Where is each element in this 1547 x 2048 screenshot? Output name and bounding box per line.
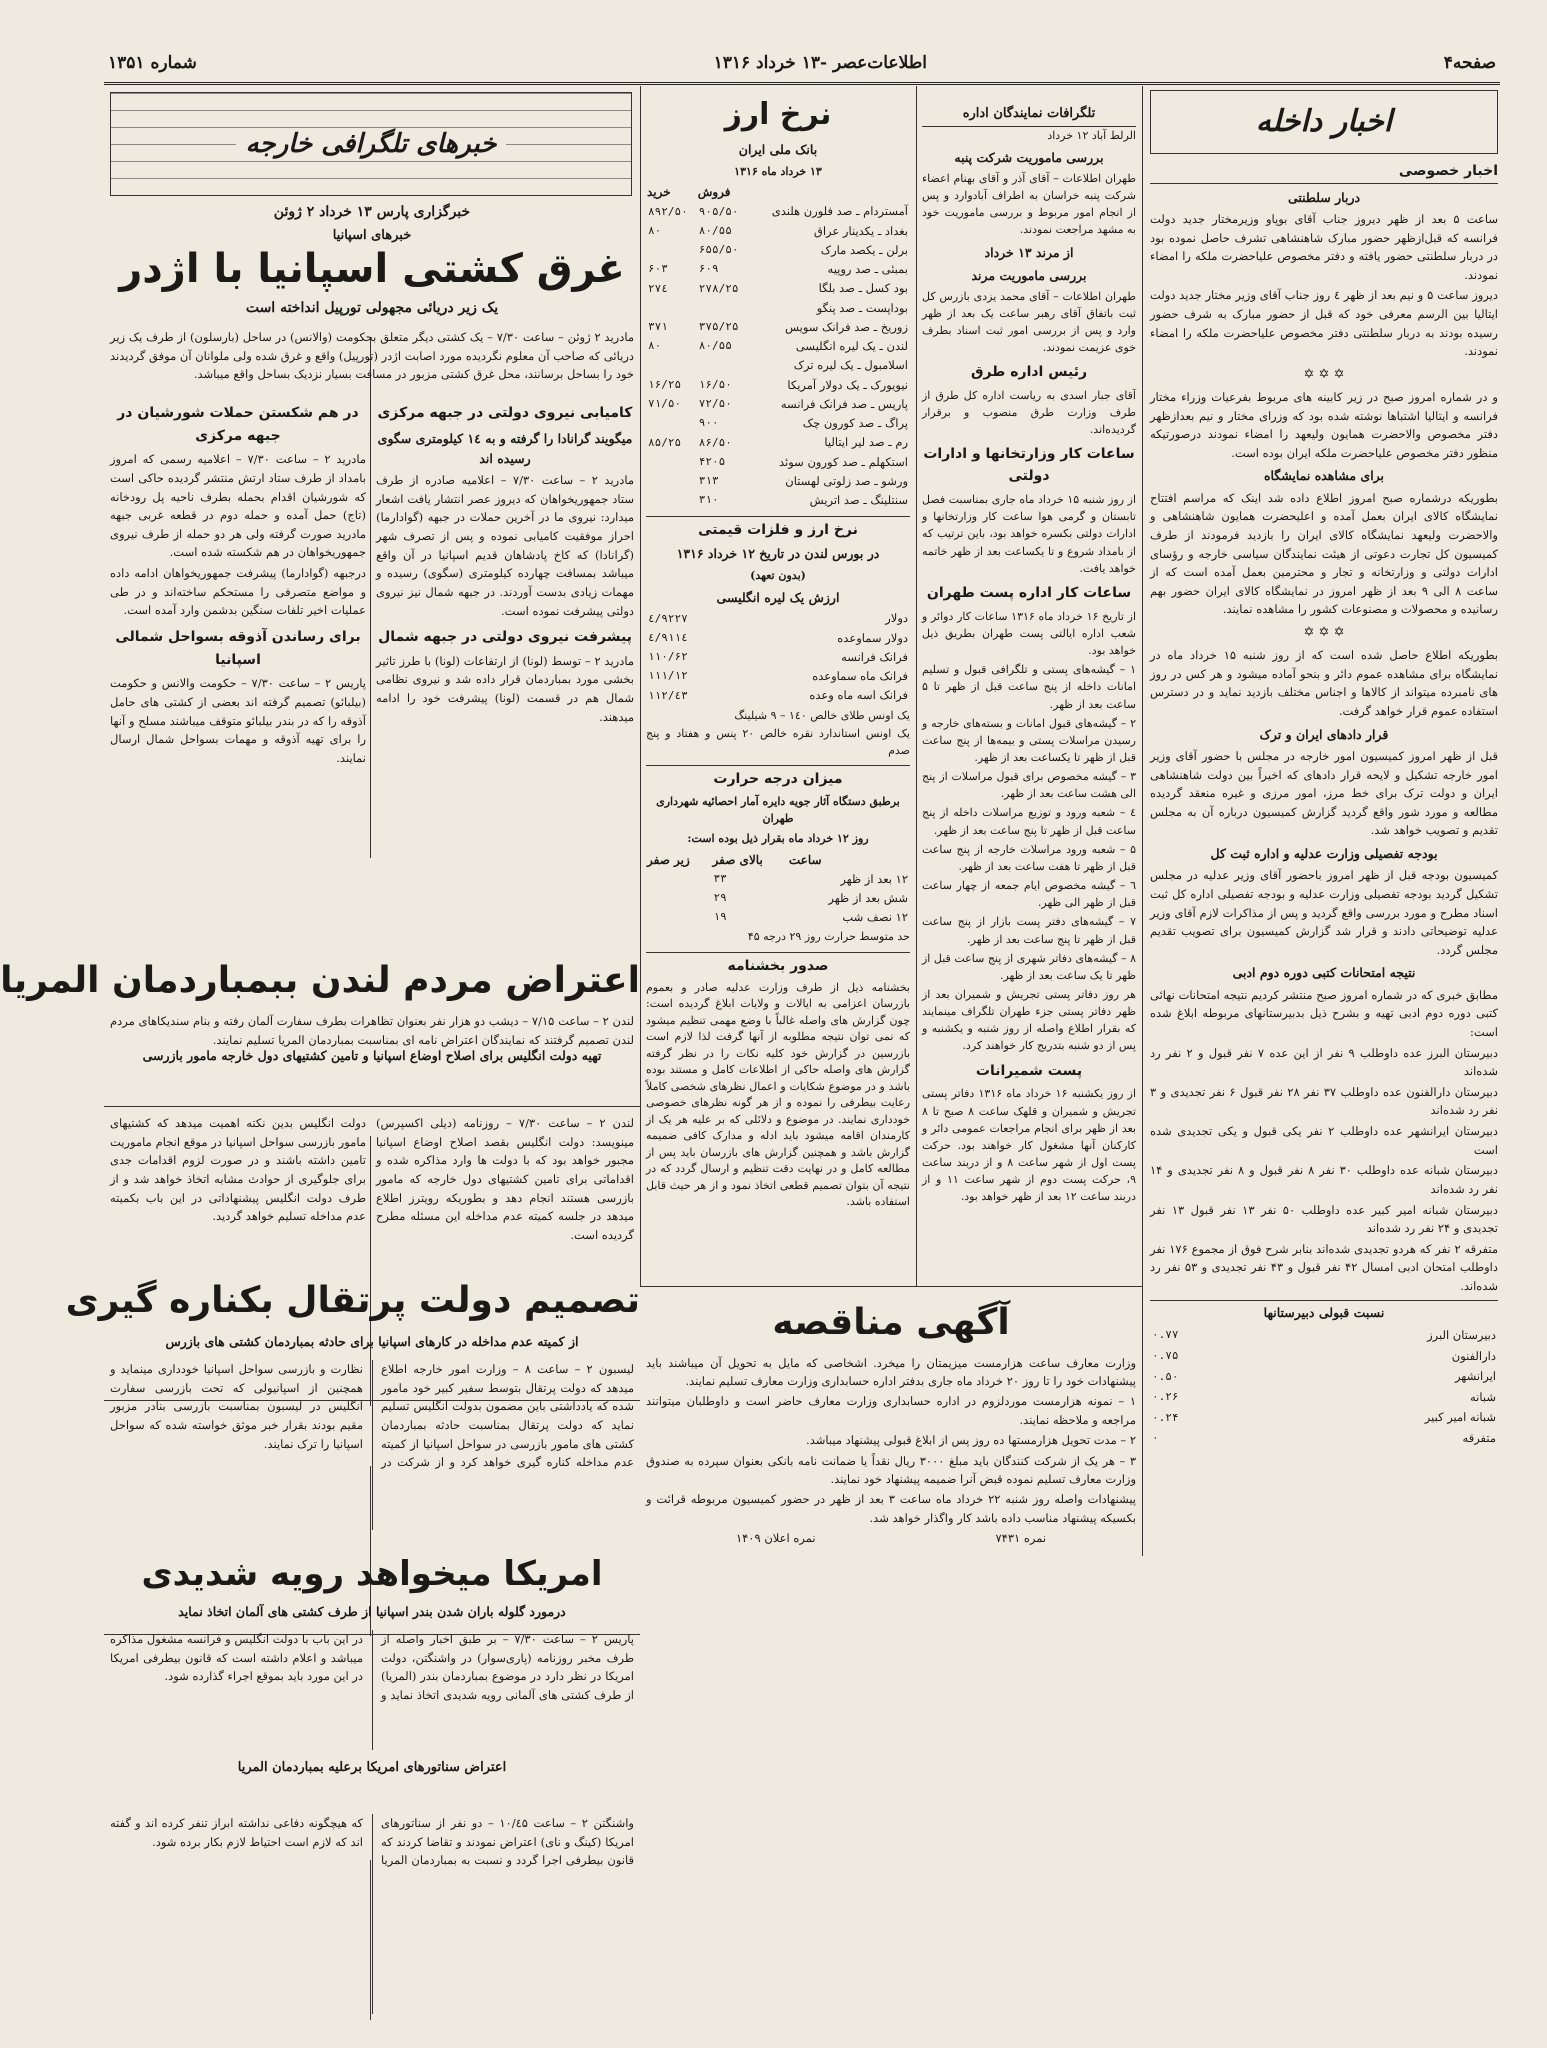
table-row: شبانه ۰.۲۶ [1152,1389,1496,1404]
list-item: ۳ – گیشه مخصوص برای قبول مراسلات از پنج الی هشت ساعت بعد از ظهر. [922,770,1136,801]
table-row: فرانک ماه سماوعده ۱۱۱/۱۲ [648,669,908,683]
table-row: فرانک فرانسه ۱۱۰/۶۲ [648,649,908,664]
para-exhibition-2: بطوریکه اطلاع حاصل شده است که از روز شنبه ۱۵ خرداد ماه در نمایشگاه برای مشاهده عموم دائر و بنحو آماده میشود و هر کس در روز های نامبرده میتواند از کالاها و اجناس مختلف بازدید نماید و در دسترس استفاده عموم قرار خواهد گرفت. [1150,648,1498,719]
subhead-ship-sunk: یک زیر دریائی مجهولی تورپیل انداخته است [245,300,499,316]
heading-exhibition: برای مشاهده نمایشگاه [1263,468,1385,484]
para-food-supply: پاریس ۲ – ساعت ۷/۳۰ – حکومت والانس و حکومت (بیلبائو) تصمیم گرفته اند بعضی از کشتی های حامل آذوقه را که در بندر بیلبائو متوقف میباشند مسلح و آنها را برای تهیه آذوقه و مهمات بسواحل شمال ارسال نمایند. [110,676,366,765]
bank-name: بانک ملی ایران [738,142,818,157]
para-office-hours: از روز شنبه ۱۵ خرداد ماه جاری بمناسبت فصل تابستان و گرمی هوا ساعت کار وزارتخانها و ادارات دولتی بکسره خواهد بود، باین ترتیب که از بامداد شروع و تا یکساعت بعد از ظهر خاتمه خواهد یافت. [922,493,1137,575]
heading-circular: صدور بخشنامه [646,952,910,977]
headline-london-protest: اعتراض مردم لندن ببمباردمان المریا [0,960,640,1001]
para-tender-2: پیشنهادات واصله روز شنبه ۲۲ خرداد ماه ساعت ۳ بعد از ظهر در حضور کمیسیون مربوطه قرائت و بکسیکه پیشنهاد مناسب داده باشد کار واگذار خواهد شد. [646,1492,1136,1525]
table-row: ایرانشهر ۰.۵۰ [1152,1369,1496,1384]
table-row: شبانه امیر کبیر ۰.۲۴ [1152,1410,1496,1425]
heading-pass-ratios: نسبت قبولی دبیرستانها [1150,1300,1498,1323]
para-shemiranat-post: از روز یکشنبه ۱۶ خرداد ماه ۱۳۱۶ دفاتر پستی تجریش و شمیران و قلهک ساعت ۸ صبح تا ۸ بعد از ظهر برای انجام مراجعات عمومی دائر و کارکنان آنها مشغول کار خواهند بود. حرکت پست اول از شهر ساعت ۸ و از دربند ساعت ۹، حرکت پست دوم از شهر ساعت ۱۱ و از دربند ساعت ۱۲ بعد از ظهر خواهد بود. [922,1087,1137,1204]
table-row: متفرقه ۰ [1152,1431,1496,1446]
list-item: ۱ – گیشه‌های پستی و تلگرافی قبول و تسلیم امانات داخله از پنج ساعت قبل از ظهر تا ۵ ساعت بعد از ظهر. [922,663,1136,711]
ad-number: نمره اعلان ۱۴۰۹ [735,1531,816,1546]
dateline: الرلط آباد ۱۲ خرداد [1047,129,1136,143]
table-header: فروش خرید [647,185,731,200]
para-post-hours: از تاریخ ۱۶ خرداد ماه ۱۳۱۶ ساعات کار دوائر و شعب اداره ایالتی پست طهران بطریق ذیل خواهد بود. [922,609,1137,658]
exam-line: دبیرستان دارالفنون عده داوطلب ۳۷ نفر ۲۸ نفر قبول ۶ نفر تجدیدی و ۳ نفر رد شده‌اند [1150,1084,1499,1118]
para-marand: طهران اطلاعات – آقای محمد یزدی بازرس کل ثبت باتفاق آقای رهبر ساعت یک بعد از ظهر وارد و پس از بررسی امور ثبت اسناد بطرف خوی عزیمت نمودند. [922,289,1136,355]
table-row: زوریخ ـ صد فرانک سویس ۳۷۵/۲۵ ۳۷۱ [648,319,908,334]
para-royal-court-2: دیروز ساعت ۵ و نیم بعد از ظهر ٤ روز جناب آقای وزیر مختار جدید دولت ایتالیا بین الرسم معرفی خود که قبل از حضور مبارک به شرف حضور رسیده بودند به دربار سلطنتی دفتر مخصوص علیاحضرت ملکه را امضاء نمودند. [1150,288,1498,359]
table-header: ساعت بالای صفر زیر صفر [647,852,822,867]
no-obligation-note: (بدون تعهد) [750,569,806,582]
subhead-gov-success: میگویند گرانادا را گرفته و به ۱٤ کیلومتری سگوی رسیده اند [377,430,633,466]
exam-line: دبیرستان ایرانشهر عده داوطلب ۲ نفر یکی قبول و یکی تجدیدی شده است [1150,1124,1498,1157]
para-correction: و در شماره امروز صبح در زیر کابینه های مربوط بفرعیات وزراء مختار فرانسه و ایتالیا اشتباها نوشته شده بود که وزرای مختار و نیم بعدازظهر دفتر مخصوص والاحضرت همایون ولیعهد را امضاء نمودند درصورتیکه منظور دفتر مخصوص علیاحضرت ملکه ایران بوده است. [1150,389,1498,460]
table-row: ۱۲ بعد از ظهر ۳۳ [713,871,908,886]
temperature-date: روز ۱۲ خرداد ماه بقرار ذیل بوده است: [687,832,869,845]
list-item: ۳ – هر یک از شرکت کنندگان باید مبلغ ۳۰۰۰ ریال نقداً یا ضمانت نامه بانکی بعنوان سپرده به صندوق وزارت معارف تسلیم نموده قبض آنرا ضمیمه پیشنهاد خود نمایند. [646,1453,1136,1486]
domestic-news-banner: اخبار داخله [1150,90,1498,154]
exam-line: دبیرستان البرز عده داوطلب ۹ نفر از این عده ۷ نفر قبول و ۲ نفر رد شده‌اند [1150,1045,1498,1079]
pass-ratio-table [1150,1325,1498,1449]
table-row: استکهلم ـ صد کورون سوئد ۴۲۰۵ [698,454,908,469]
section-private-news: اخبار خصوصی [1150,160,1498,184]
para-central-front: مادرید ۲ – ساعت ۷/۳۰ – اعلامیه رسمی که امروز بامداد از طرف ستاد ارتش منتشر گردیده حاکی است که شورشیان اقدام بحمله بطرف ناحیه پل رودخانه (تاج) حمل آمده و حمله دوم در قطعه غربی جبهه مادرید صورت گرفته ولی هر دو حمله از طرف نیروی جمهوریخواهان در هم شکسته شده است. [110,452,366,560]
table-row: پاریس ـ صد فرانک فرانسه ۷۲/۵۰ ۷۱/۵۰ [648,396,908,411]
table-row: اسلامبول ـ یک لیره ترک [793,358,908,373]
subhead-america: درمورد گلوله باران شدن بندر اسپانیا از طرف کشتی های آلمان اتخاذ نماید [178,1604,566,1619]
exchange-rates-table [646,182,910,510]
heading-precious-metals: نرخ ارز و فلزات قیمتی [646,516,910,541]
table-row: دولار سماوعده ٤/۹۱۱٤ [648,630,908,645]
spain-tag: خبرهای اسپانیا [332,228,412,243]
table-row: دارالفنون ۰.۷۵ [1152,1348,1496,1363]
para-tender: وزارت معارف ساعت هزارمست میزیمتان را میخرد. اشخاصی که مایل به تحویل آن میباشند باید پیشنهادات خود را تا روز ۲۰ خرداد ماه جاری بدفتر اداره حسابداری وزارت معارف تسلیم نمایند. [646,1355,1136,1388]
gold-price: یک اونس طلای خالص ۱٤۰ – ۹ شیلینگ [734,708,910,722]
exchange-rates-column [646,92,910,1282]
masthead [104,44,1500,85]
heading-post-hours: ساعات کار اداره پست طهران [926,584,1132,601]
headline-ship-sunk: غرق کشتی اسپانیا با اژدر [119,246,625,292]
left-subcolumn-left [110,396,366,856]
heading-office-hours: ساعات کار وزارتخانها و ادارات دولتی [923,446,1135,485]
wire-dateline: خبرگزاری پارس ۱۳ خرداد ۲ ژوئن [273,204,471,220]
heading-shemiranat-post: پست شمیرانات [975,1062,1083,1079]
temperature-table [646,850,910,928]
heading-budget: بودجه تفصیلی وزارت عدلیه و اداره ثبت کل [1210,846,1438,862]
para-exam-summary: متفرقه ۲ نفر که هردو تجدیدی شده‌اند بنابر شرح فوق از مجموع ۱۷۶ نفر داوطلب امتحان ادبی امسال ۴۲ نفر قبول و ۴۳ نفر تجدیدی و ۵۳ نفر رد شده‌اند. [1150,1241,1498,1294]
tender-number: نمره ۷۴۳۱ [995,1531,1047,1546]
page-number: صفحه۴ [1443,53,1496,73]
dateline-marand: از مرند ۱۳ خرداد [984,244,1074,260]
heading-north-front: پیشرفت نیروی دولتی در جبهه شمال [378,629,632,646]
newspaper-page [0,44,1500,2024]
para-budget: کمیسیون بودجه قبل از ظهر امروز باحضور آقای وزیر عدلیه در مجلس تشکیل گردید بودجه تفصیلی وزارت عدلیه و بودجه تفصیلی اداره کل ثبت اسناد مطرح و مورد بررسی واقع گردید و پس از مذاکرات لازم آقای وزیر عدلیه توضیحاتی دادند و قرار شد گزارش کمیسیون برای تصویب تقدیم مجلس گردد. [1150,868,1498,957]
table-row: شش بعد از ظهر ۲۹ [713,890,908,905]
heading-exam-results: نتیجه امتحانات کتبی دوره دوم ادبی [1232,965,1416,981]
rates-date: ۱۳ خرداد ماه ۱۳۱۶ [734,164,822,178]
temperature-average: حد متوسط حرارت روز ۲۹ درجه ۴۵ [747,930,910,944]
para-royal-court: ساعت ۵ بعد از ظهر دیروز جناب آقای بوپاو وزیرمختار جدید دولت فرانسه که قبل‌از‌ظهر حضور مبارک شاهنشاهی تشرف حاصل نموده بود در دربار سلطنتی حضور یافته و دفتر مخصوص علیاحضرت ملکه را امضاء نمودند. [1150,211,1498,282]
story-london-protest: لندن ۲ – ساعت ۷/۱۵ – دیشب دو هزار نفر بعنوان تظاهرات بطرف سفارت آلمان رفته و بنام سندیکاهای مردم لندن تصمیم گرفتند که نمایندگان اعتراض نامه ای بمناسبت بمباردمان المریا تسلیم نمایند. [110,1014,634,1047]
heading-central-front: در هم شکستن حملات شورشیان در جبهه مرکزی [117,405,359,444]
table-row: نیویورک ـ یک دولار آمریکا ۱۶/۵۰ ۱۶/۲۵ [648,377,908,392]
table-row: سنتلینگ ـ صد اتریش ۳۱۰ [698,493,908,507]
heading-roads: رئیس اداره طرق [970,364,1088,381]
headline-portugal: تصمیم دولت پرتقال بکناره گیری [65,1280,640,1321]
heading-cotton: بررسی ماموریت شرکت پنبه [954,150,1104,166]
paper-title-date: اطلاعات‌عصر -۱۳ خرداد ۱۳۱۶ [713,53,927,73]
tender-title: آگهی مناقصه [772,1302,1010,1343]
telegrams-box-title: تلگرافات نمایندگان اداره [922,102,1136,127]
list-item: ٦ – گیشه مخصوص ایام جمعه از چهار ساعت قبل از ظهر الی ظهر. [922,879,1136,910]
table-row: دولار ٤/۹۲۲۷ [648,611,908,626]
exam-line: دبیرستان شبانه امیر کبیر عده داوطلب ۵۰ نفر ۱۳ نفر قبول ۱۳ نفر تجدیدی و ۲۴ نفر رد شده‌اند [1150,1202,1498,1236]
heading-senators: اعتراض سناتورهای امریکا برعلیه بمباردمان المریا [237,1760,507,1775]
table-row: بود کسل ـ صد بلگا ۲۷۸/۲۵ ۲۷٤ [648,281,908,296]
heading-gov-success: کامیابی نیروی دولتی در جبهه مرکزی [377,405,633,421]
story-america: پاریس ۲ – ساعت ۷/۳۰ – بر طبق اخبار واصله از طرف مخبر روزنامه (پاری‌سوار) در واشنگتن، دولت امریکا در نظر دارد در موضوع بمباردمان بندر (المریا) از طرف کشتی های آلمانی رویه شدیدی اتخاذ نماید و در این باب با دولت انگلیس و فرانسه مشغول مذاکره میباشد و اعلام داشته است که قانون بیطرفی امریکا در این مورد باید بموقع اجراء گذارده شود. [110,1632,635,1702]
para-roads: آقای جبار اسدی به ریاست اداره کل طرق از طرف وزارت طرق منصوب و برقرار گردیده‌اند. [922,389,1136,437]
heading-royal-court: دربار سلطنتی [1287,189,1361,205]
para-north-front: مادرید ۲ – توسط (لونا) از ارتفاعات (لونا) با طرز تاثیر بخشی مورد بمباردمان قرار داده شد و نیروی نظامی شمال هم در قسمت (لونا) پیشرفت خود را ادامه میدهند. [376,653,635,724]
para-post-note: هر روز دفاتر پستی تجریش و شمیران بعد از ظهر دفاتر پستی جزء طهران تلگراف مینمایند که بقرار اطلاع واصله از روز شنبه و یکشنبه و پس از دو شنبه بتدریج کار خواهند کرد. [922,988,1136,1053]
heading-london-exchange: در بورس لندن در تاریخ ۱۲ خرداد ۱۳۱۶ [676,546,880,562]
left-subcolumn-right [376,396,634,856]
para-cotton: طهران اطلاعات – آقای آذر و آقای بهنام اعضاء شرکت پنبه خراسان به اطراف آبادوارد و پس از انجام امور مربوط و بررسی ماموریت خود به مشهد مراجعت نمودند. [922,171,1136,237]
list-item: ۵ – شعبه ورود مراسلات خارجه از پنج ساعت قبل از ظهر تا هفت ساعت بعد از ظهر. [922,842,1136,873]
table-row: پراگ ـ صد کورون چک ۹۰۰ [698,416,908,430]
telegrams-column [922,102,1136,1280]
list-item: ٤ – شعبه ورود و توزیع مراسلات داخله از پنج ساعت قبل از ظهر تا پنج ساعت بعد از ظهر. [922,806,1136,837]
heading-temperature: میزان درجه حرارت [646,765,910,790]
table-row: لندن ـ یک لیره انگلیسی ۸۰/۵۵ ۸۰ [648,339,908,353]
table-row: برلن ـ یکصد مارک ۶۵۵/۵۰ [698,242,908,257]
table-row: آمستردام ـ صد فلورن هلندی ۹۰۵/۵۰ ۸۹۲/۵۰ [648,204,908,219]
exchange-title: نرخ ارز [724,97,832,132]
list-item: ۲ – مدت تحویل هزارمستها ده روز پس از ابلاغ قبولی پیشنهاد میباشد. [806,1433,1136,1448]
story-senators: واشنگتن ۲ – ساعت ۱۰/٤۵ – دو نفر از سناتورهای امریکا (کینگ و نای) اعتراض نمودند و تقاضا کردند که قانون بیطرفی اجرا گردد و نسبت به بمباردمان المریا که هیچگونه دفاعی نداشته ابراز تنفر کرده اند و گفته اند که لازم است احتیاط لازم بکار برده شود. [110,1816,634,1868]
para-circular: بخشنامه ذیل از طرف وزارت عدلیه صادر و بعموم بازرسان اعزامی به ایالات و ولایات ابلاغ گردیده است: چون گزارش های واصله غالباً با وضع مهمی تنظیم میشود که نمی توان نتیجه مطلوبه از آنها گرفت لذا لازم است بازرسین در گزارش خود کلیه نکات را در نظر گرفته گزارش های واصله حاکی از اطلاعات کامل و مستند بوده باشد و در موضوع شکایات و اعمال نظرهای شخصی کاملاً رعایت بیطرفی را نموده و از هر گونه نظرهای خصوصی خودداری نمایند. در موضوع و دلائلی که بر علیه هر یک از کارمندان اقامه میشود باید ادله و مدارک کافی ضمیمه گزارش باشد و همچنین گزارش های بازرسان باید پس از مطالعه کامل و در نهایت دقت تنظیم و ارسال گردد که در نتیجه آن بتوان تصمیم قطعی اتخاذ نمود و از هر حیث قابل استفاده باشد. [646,980,910,1209]
tender-advertisement [646,1294,1136,1574]
story-britain-plan-left: دولت انگلیس بدین نکته اهمیت میدهد که کشتیهای مامور بازرسی سواحل اسپانیا در موقع انجام ماموریت تامین داشته باشند و در صورت لزوم اقدامات جدی برای جلوگیری از حوادث مشابه اتخاذ خواهد شد و از طرف دولت انگلیس پیشنهاداتی در این باب بکمیته عدم مداخله تسلیم خواهد گردید. [110,1116,366,1224]
silver-price: یک اونس استاندارد نقره خالص ۲۰ پنس و هفتاد و پنج صدم [646,727,910,757]
story-ship-sunk: مادرید ۲ ژوئن – ساعت ۷/۳۰ – یک کشتی دیگر متعلق بحکومت (والانس) در ساحل (بارسلون) از طرف یک زیر دریائی که صاحب آن معلوم نگردیده مورد اصابت اژدر (تورپیل) واقع و غرق شده ولی ملوانان آن موفق گردیدند خود را بساحل برسانند، محل غرق کشتی مزبور در مسافت بسیار نزدیک بساحل واقع میباشد. [109,330,634,382]
list-item: ۲ – گیشه‌های قبول امانات و بسته‌های خارجه و رسیدن مراسلات پستی و بیمه‌ها از پنج ساعت قبل از ظهر تا یکساعت بعد از ظهر. [922,716,1136,764]
para-exhibition: بطوریکه درشماره صبح امروز اطلاع داده شد اینک که مراسم افتتاح نمایشگاه کالای ایران بعمل آمده و اعلیحضرت همایون شاهنشاهی و والاحضرت ولیعهد نمایشگاه کالای ایران را بازدید فرمودند از طرف کمیسیون کل تجارت دعوتی از هیئت نمایندگان سیاسی خارجه و رؤسای ادارات دولتی و وزارتخانه و تجار و محترمین بعمل آمده است که از ساعت ۸ الی ۹ بعد از ظهر امروز در نمایشگاه کالای ایران حضور بهم رسانیده و محصولات و مصنوعات کشور را مشاهده نمایند. [1150,490,1498,617]
headline-america: امریکا میخواهد رویه شدیدی [141,1554,603,1594]
list-item: ۷ – گیشه‌های دفتر پست بازار از پنج ساعت قبل از ظهر تا پنج ساعت بعد از ظهر. [922,915,1136,946]
table-row: بغداد ـ یکدینار عراق ۸۰/۵۵ ۸۰ [648,223,908,238]
separator-stars-2: ✡ ✡ ✡ [1303,625,1345,641]
table-row: فرانک اسه ماه وعده ۱۱۲/٤۳ [648,688,908,703]
temperature-source: برطبق دستگاه آثار جویه دایره آمار احصائیه شهرداری طهران [656,795,900,825]
table-row: ۱۲ نصف شب ۱۹ [713,910,908,924]
table-row: ورشو ـ صد زلوتی لهستان ۳۱۳ [698,473,908,488]
table-row: بمبئی ـ صد روپیه ۶۰۹ ۶۰۳ [648,262,908,276]
table-row: بوداپست ـ صد پنگو [816,300,908,315]
story-portugal: لیسبون ۲ – ساعت ۸ – وزارت امور خارجه اطلاع میدهد که دولت پرتقال بتوسط سفیر کبیر خود مامور شده که یادداشتی باین مضمون بدولت انگلیس تسلیم نماید که دولت پرتقال بمناسبت حادثه بمباردمان کشتی های مامور بازرسی در سواحل اسپانیا از کمیته عدم مداخله کناره گیری خواهد کرد و از شرکت در نظارت و بازرسی سواحل اسپانیا خودداری مینماید و همچنین از اسپانیولی که تحت بازرسی سفارت انگلیس در لیسبون بمناسبت بازرسی بنادر مزبور مقیم بودند بقرار خبر موثق خواسته شده که سواحل اسپانیا را ترک نمایند. [110,1362,634,1470]
separator-stars: ✡ ✡ ✡ [1303,366,1345,382]
subhead-portugal: از کمیته عدم مداخله در کارهای اسپانیا برای حادثه بمباردمان کشتی های بازرس [165,1334,579,1349]
domestic-news-column [1150,90,1498,2020]
para-central-front-2: درجبهه (گوادارما) پیشرفت جمهوریخواهان ادامه داده و مواضع متصرفی را مستحکم ساخته‌اند و در طی عملیات اخیر تلفات سنگین بدشمن وارد آمده است. [110,566,366,618]
pound-value-table [646,609,910,705]
subhead-britain-plan: تهیه دولت انگلیس برای اصلاح اوضاع اسپانیا و تامین کشتیهای دول خارجه مامور بازرسی [142,1048,602,1063]
heading-food-supply: برای رساندن آذوقه بسواحل شمالی اسپانیا [115,628,361,668]
heading-iran-turkey: قرار دادهای ایران و ترک [1259,726,1389,742]
list-item: ۱ – نمونه هزارمست موردلزوم در اداره حسابداری وزارت معارف حاضر است و داوطلبان میتوانند مراجعه و ملاحظه نمایند. [646,1394,1136,1427]
foreign-news-banner: خبرهای تلگرافی خارجه [110,92,632,196]
table-row: رم ـ صد لیر ایتالیا ۸۶/۵۰ ۸۵/۲۵ [648,435,908,450]
exam-line: دبیرستان شبانه عده داوطلب ۳۰ نفر ۸ نفر قبول و ۸ نفر تجدیدی و ۱۴ نفر رد شده‌اند [1150,1163,1498,1196]
para-exam-results: مطابق خبری که در شماره امروز صبح منتشر کردیم نتیجه امتحانات نهائی کتبی دوره دوم ادبی تهیه و بشرح ذیل بدبیرستانهای مربوطه ابلاغ شده است: [1150,987,1498,1039]
para-gov-success: مادرید ۲ – ساعت ۷/۳۰ – اعلامیه صادره از طرف ستاد جمهوریخواهان که دیروز عصر انتشار یافت اشعار میدارد: نیروی ما در آخرین حملات در جبهه (گوادارما) احراز موفقیت کامیابی نموده و پس از تصرف شهر (گرانادا) که کاخ پادشاهان قدیم اسپانیا در آن واقع میباشد بمسافت چهارده کیلومتری (سگوی) رسیده و مهمات زیادی بدست آوردند. در جبهه شمال نیز نیروی دولتی پیشرفت نموده است. [376,473,634,618]
para-iran-turkey: قبل از ظهر امروز کمیسیون امور خارجه در مجلس با حضور آقای وزیر امور خارجه تشکیل و لایحه قرار دادهای که اخیراً بین دولت شاهنشاهی ایران و دولت ترک برای خط مرز، امور مرزی و غیره منعقد گردیده مطالعه و مورد شور واقع گردید گزارش کمیسیون درباره آن به مجلس تقدیم و تصویب خواهد شد. [1150,748,1498,838]
heading-marand: بررسی ماموریت مرند [971,268,1087,284]
heading-pound-value: ارزش یک لیره انگلیسی [716,589,840,605]
story-britain-plan-right: لندن ۲ – ساعت ۷/۳۰ – روزنامه (دیلی اکسپرس) مینویسد: دولت انگلیس بقصد اصلاح اوضاع اسپانیا مجبور خواهد بود که با دولت ها وارد مذاکره شده و اقداماتی برای تامین کشتیهای دول خارجه که مامور بازرسی هستند انجام دهد و بطوریکه رویترز اطلاع میدهد در جلسه کمیته عدم مداخله این مسئله مطرح گردیده است. [376,1116,634,1242]
table-row: دبیرستان البرز ۰.۷۷ [1152,1327,1496,1342]
issue-number: شماره ۱۳۵۱ [108,53,197,73]
list-item: ۸ – گیشه‌های دفاتر شهری از پنج ساعت قبل از ظهر تا یک ساعت بعد از ظهر. [922,951,1136,982]
